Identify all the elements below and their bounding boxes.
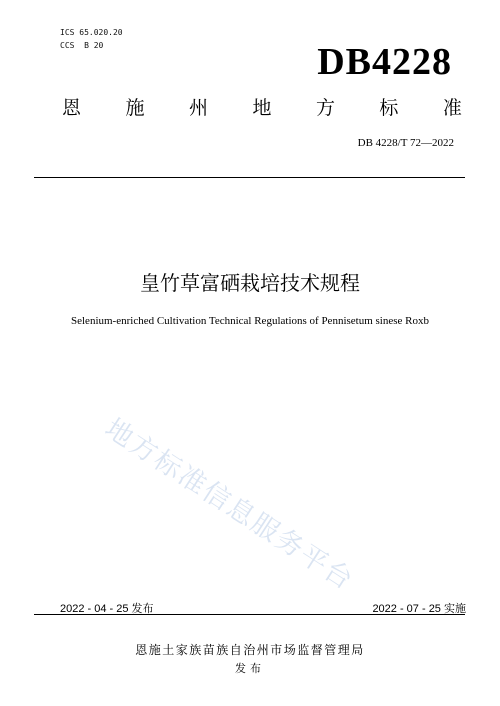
standard-type-char: 标 <box>379 97 399 119</box>
implementation-date: 2022 - 07 - 25 实施 <box>372 603 466 615</box>
standard-type-char: 方 <box>315 97 335 119</box>
standard-type-char: 准 <box>442 97 462 119</box>
watermark: 地方标准信息服务平台 <box>99 412 360 597</box>
issue-date: 2022 - 04 - 25 发布 <box>60 603 154 615</box>
title-english: Selenium-enriched Cultivation Technical Regulations of Pennisetum sinese Roxb <box>71 315 429 327</box>
ics-code: ICS 65.020.20 <box>60 28 123 37</box>
standard-type-char: 地 <box>252 97 272 119</box>
standard-type-char: 恩 <box>62 97 82 119</box>
header-divider <box>34 177 465 178</box>
classification-codes <box>60 26 123 52</box>
title-chinese: 皇竹草富硒栽培技术规程 <box>140 271 360 295</box>
standard-type <box>62 96 462 120</box>
footer-divider <box>34 614 465 615</box>
issuing-authority: 恩施土家族苗族自治州市场监督管理局 <box>135 643 365 657</box>
ccs-code: CCS B 20 <box>60 41 104 50</box>
standard-type-char: 州 <box>188 97 208 119</box>
standard-number: DB 4228/T 72—2022 <box>357 137 454 149</box>
publish-label: 发布 <box>235 662 265 675</box>
standard-code: DB4228 <box>317 41 452 83</box>
standard-type-char: 施 <box>125 97 145 119</box>
